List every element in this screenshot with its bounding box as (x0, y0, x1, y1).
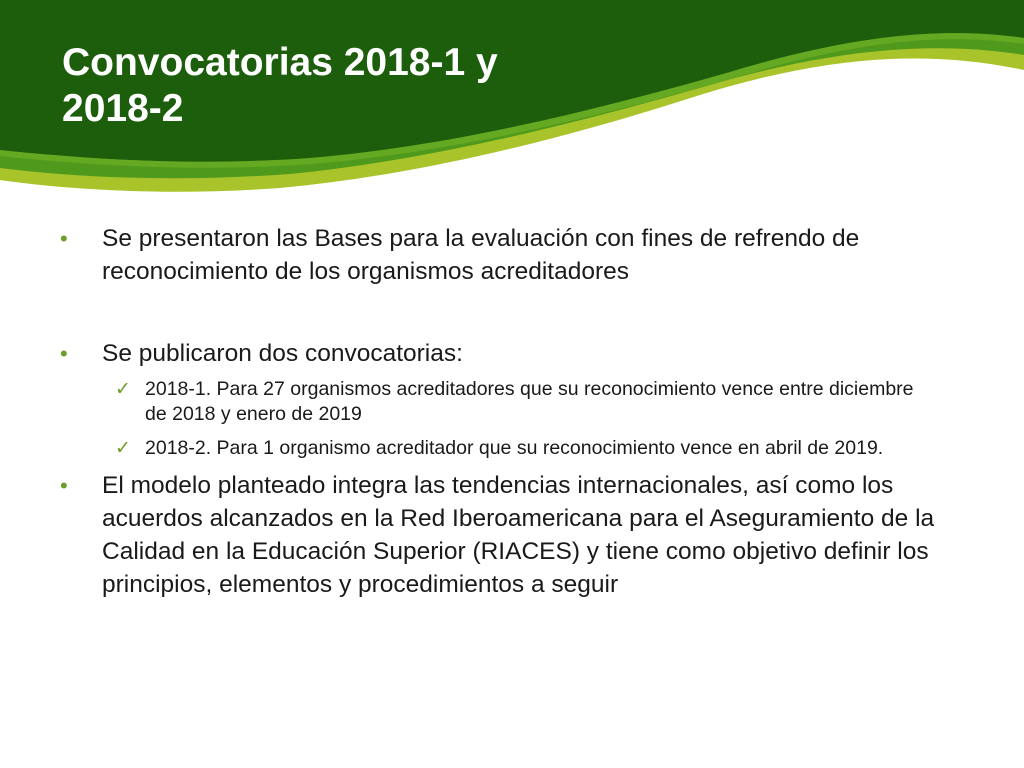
sub-bullet-item (60, 377, 940, 427)
bullet-text: El modelo planteado integra las tendencias internacionales, así como los acuerdos alcanzados en la Red Iberoamericana para el Aseguramiento de la Calidad en la Educación Superior (RIACES) y tiene como objetivo definir los principios, elementos y procedimientos a seguir (102, 472, 935, 598)
bullet-text: Se publicaron dos convocatorias: (102, 340, 463, 367)
bullet-item (60, 469, 940, 601)
bullet-icon: • (60, 341, 68, 366)
sub-bullet-text: 2018-2. Para 1 organismo acreditador que su reconocimiento vence en abril de 2019. (145, 437, 884, 459)
bullet-item (60, 337, 940, 370)
slide-content (60, 222, 940, 601)
checkmark-icon: ✓ (115, 379, 131, 400)
bullet-icon: • (60, 473, 68, 498)
bullet-icon: • (60, 226, 68, 251)
slide-title: Convocatorias 2018-1 y 2018-2 (62, 41, 498, 130)
sub-bullet-text: 2018-1. Para 27 organismos acreditadores que su reconocimiento vence entre diciembre de 2018 y enero de 2019 (145, 378, 914, 425)
sub-bullet-item (60, 436, 940, 461)
checkmark-icon: ✓ (115, 438, 131, 459)
bullet-item (60, 222, 940, 288)
bullet-text: Se presentaron las Bases para la evaluación con fines de refrendo de reconocimiento de los organismos acreditadores (102, 225, 860, 285)
